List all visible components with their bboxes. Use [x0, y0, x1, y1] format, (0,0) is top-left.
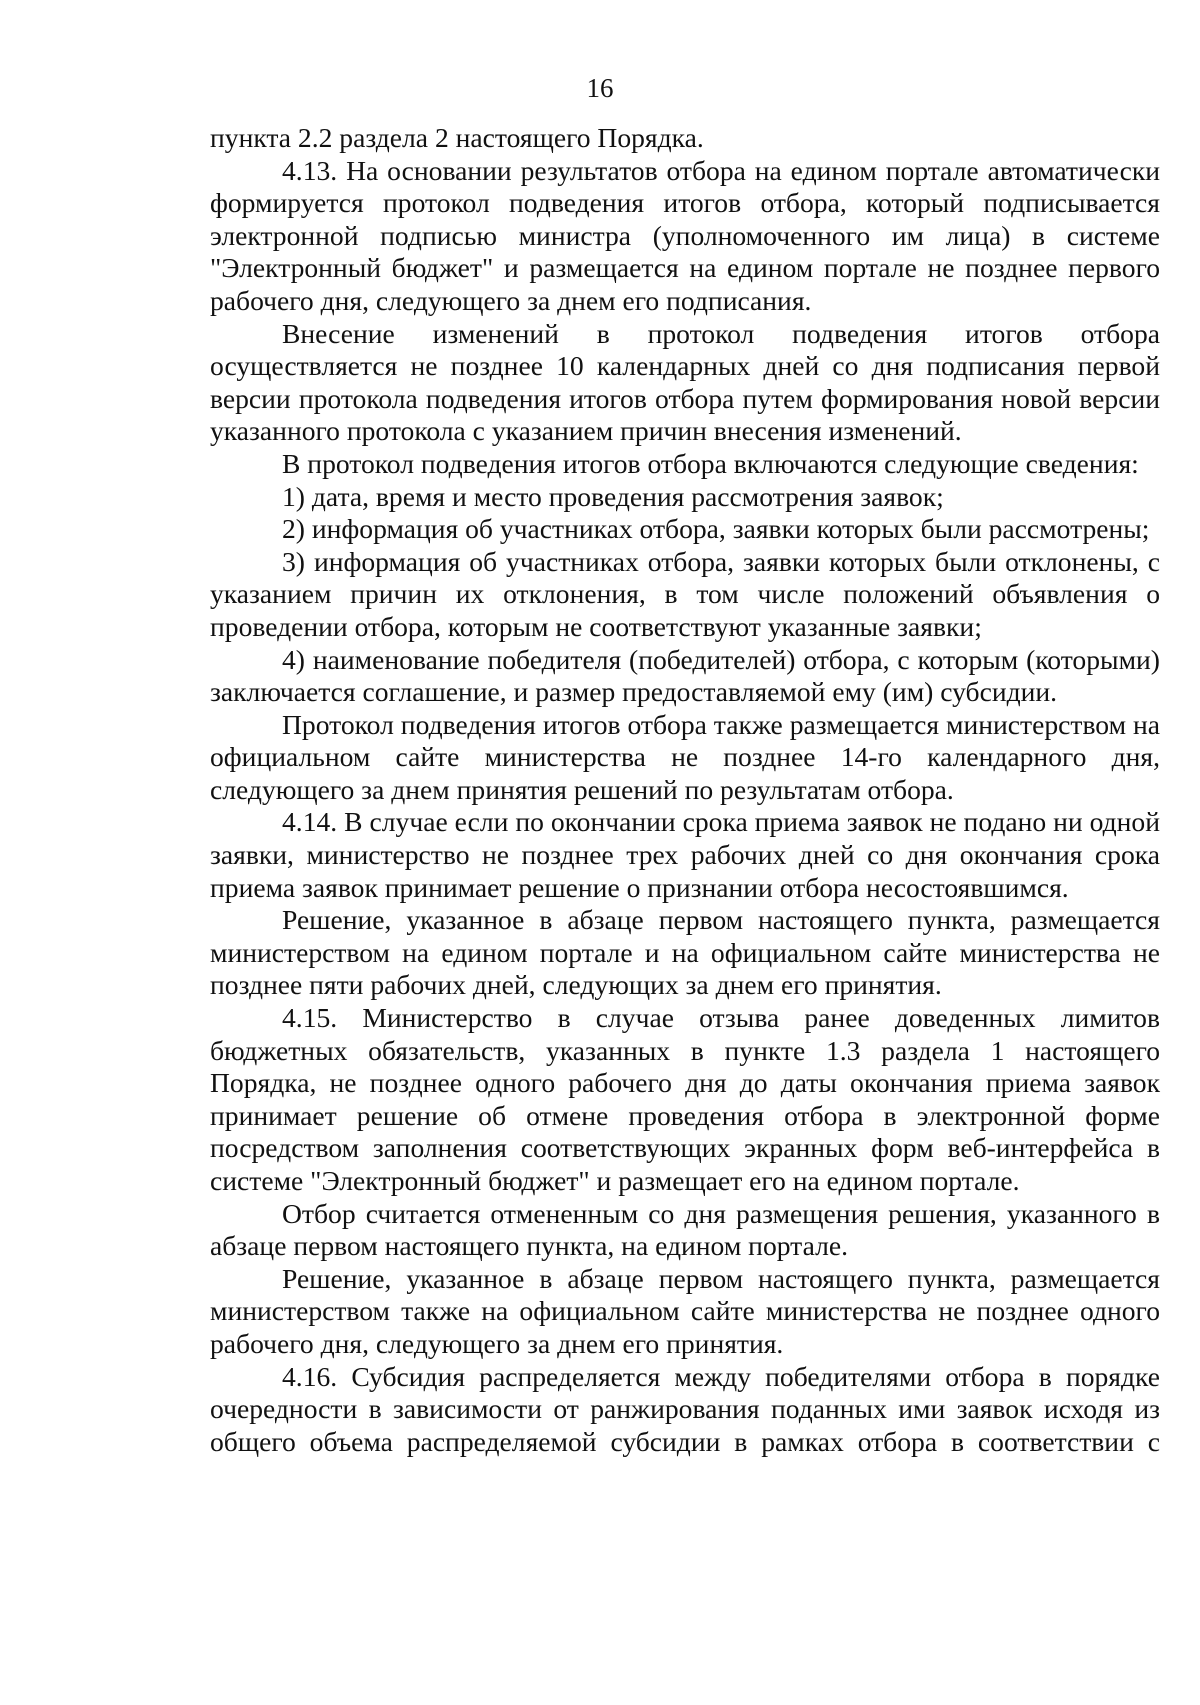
paragraph: 4.13. На основании результатов отбора на едином портале автоматически формируется протокол подведения итогов отбора, который подписывается электронной подписью министра (уполномоченного им лица) в системе "Электронный бюджет" и размещается на едином портале не позднее первого рабочего дня, следующего за днем его подписания.: [210, 154, 1160, 316]
paragraph: 2) информация об участниках отбора, заявки которых были рассмотрены;: [282, 513, 1150, 545]
paragraph: Внесение изменений в протокол подведения итогов отбора осуществляется не позднее 10 календарных дней со дня подписания первой версии протокола подведения итогов отбора путем формирования новой версии указанного протокола с указанием причин внесения изменений.: [210, 317, 1160, 447]
paragraph: 3) информация об участниках отбора, заявки которых были отклонены, с указанием причин их отклонения, в том числе положений объявления о проведении отбора, которым не соответствуют указанные заявки;: [210, 545, 1160, 642]
paragraph: В протокол подведения итогов отбора включаются следующие сведения:: [282, 447, 1139, 479]
page-number: 16: [586, 73, 614, 103]
paragraph: 1) дата, время и место проведения рассмотрения заявок;: [282, 480, 944, 512]
paragraph: Отбор считается отмененным со дня размещения решения, указанного в абзаце первом настоящего пункта, на едином портале.: [210, 1197, 1160, 1262]
paragraph: Протокол подведения итогов отбора также размещается министерством на официальном сайте министерства не позднее 14-го календарного дня, следующего за днем принятия решений по результатам отбора.: [210, 708, 1160, 805]
paragraph: Решение, указанное в абзаце первом настоящего пункта, размещается министерством на едином портале и на официальном сайте министерства не позднее пяти рабочих дней, следующих за днем его принятия.: [210, 904, 1160, 1001]
paragraph: 4) наименование победителя (победителей) отбора, с которым (которыми) заключается соглашение, и размер предоставляемой ему (им) субсидии.: [210, 643, 1160, 708]
paragraph: 4.16. Субсидия распределяется между победителями отбора в порядке очередности в зависимости от ранжирования поданных ими заявок исходя из общего объема распределяемой субсидии в рамках отбора в соответствии с: [210, 1360, 1160, 1457]
paragraph: Решение, указанное в абзаце первом настоящего пункта, размещается министерством также на официальном сайте министерства не позднее одного рабочего дня, следующего за днем его принятия.: [210, 1262, 1160, 1359]
paragraph: пункта 2.2 раздела 2 настоящего Порядка.: [210, 122, 704, 153]
document-body: [210, 122, 1160, 1458]
paragraph: 4.15. Министерство в случае отзыва ранее доведенных лимитов бюджетных обязательств, указанных в пункте 1.3 раздела 1 настоящего Порядка, не позднее одного рабочего дня до даты окончания приема заявок принимает решение об отмене проведения отбора в электронной форме посредством заполнения соответствующих экранных форм веб-интерфейса в системе "Электронный бюджет" и размещает его на едином портале.: [210, 1002, 1160, 1196]
paragraph: 4.14. В случае если по окончании срока приема заявок не подано ни одной заявки, министерство не позднее трех рабочих дней со дня окончания срока приема заявок принимает решение о признании отбора несостоявшимся.: [210, 806, 1160, 903]
